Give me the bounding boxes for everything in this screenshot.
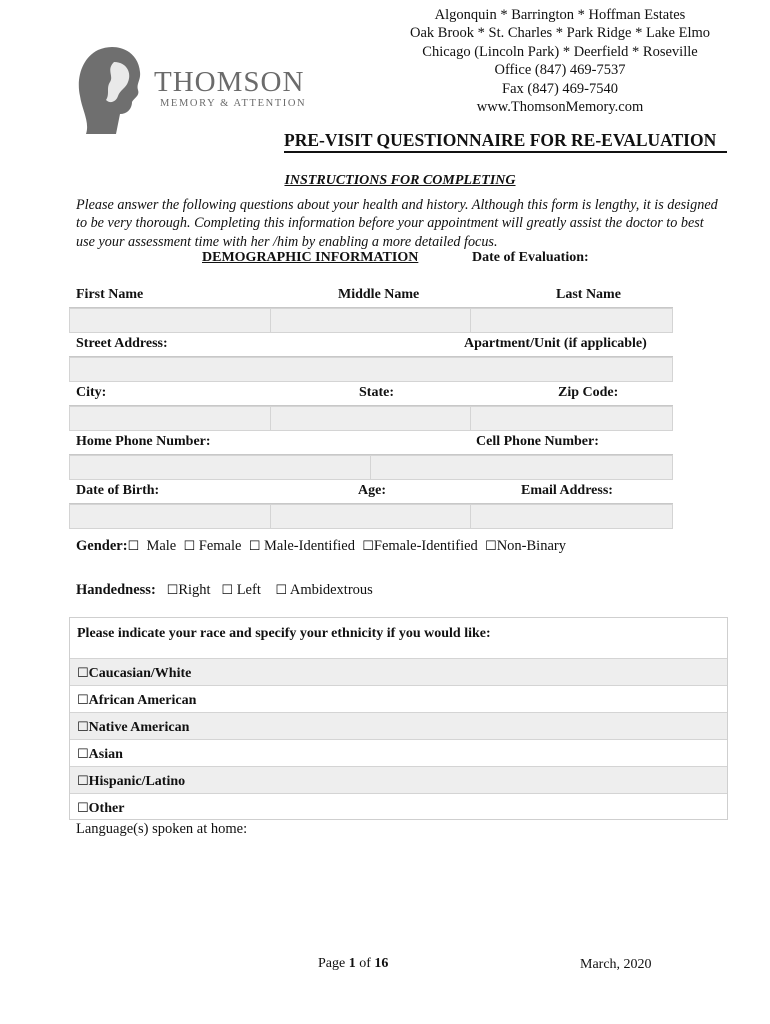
middle-name-label: Middle Name <box>338 287 420 302</box>
footer-date: March, 2020 <box>580 957 652 972</box>
race-option-row[interactable] <box>70 793 727 820</box>
checkbox-icon[interactable]: ☐ <box>127 539 140 554</box>
checkbox-icon[interactable]: ☐ <box>77 720 89 735</box>
instructions-heading: INSTRUCTIONS FOR COMPLETING <box>284 173 516 188</box>
input-row <box>69 406 673 431</box>
checkbox-icon[interactable]: ☐ <box>77 693 89 708</box>
race-option-label: Caucasian/White <box>88 666 192 681</box>
handedness-section <box>76 582 373 599</box>
gender-section <box>76 538 566 555</box>
race-option-label: Native American <box>88 720 190 735</box>
label-row <box>69 431 673 455</box>
label-row <box>69 333 673 357</box>
checkbox-icon[interactable]: ☐ <box>248 539 261 554</box>
page-word: Page <box>318 956 346 971</box>
handedness-label: Handedness: <box>76 582 156 598</box>
race-option-row[interactable] <box>70 739 727 766</box>
first-name-label: First Name <box>76 287 144 302</box>
handedness-option-right: Right <box>178 582 211 598</box>
last-name-field[interactable] <box>471 309 672 332</box>
checkbox-icon[interactable]: ☐ <box>77 666 89 681</box>
gender-option-non-binary: Non-Binary <box>496 538 566 554</box>
home-phone-field[interactable] <box>70 456 371 479</box>
race-option-row[interactable] <box>70 712 727 739</box>
input-row <box>69 455 673 480</box>
street-address-label: Street Address: <box>76 336 168 351</box>
middle-name-field[interactable] <box>271 309 472 332</box>
race-option-label: Hispanic/Latino <box>88 774 186 789</box>
checkbox-icon[interactable]: ☐ <box>183 539 196 554</box>
page-total: 16 <box>374 956 389 971</box>
fax-number: Fax (847) 469-7540 <box>502 80 618 97</box>
date-of-evaluation-label: Date of Evaluation: <box>472 250 589 265</box>
last-name-label: Last Name <box>556 287 621 302</box>
home-phone-label: Home Phone Number: <box>76 434 211 449</box>
address-line: Chicago (Lincoln Park) * Deerfield * Roseville <box>422 43 698 60</box>
demographic-form-table <box>69 284 673 529</box>
age-field[interactable] <box>271 505 472 528</box>
gender-option-male-identified: Male-Identified <box>264 538 355 554</box>
title-divider <box>284 151 727 153</box>
label-row <box>69 382 673 406</box>
page-current: 1 <box>348 956 356 971</box>
page-of-word: of <box>359 956 371 971</box>
city-label: City: <box>76 385 107 400</box>
age-label: Age: <box>358 483 386 498</box>
race-ethnicity-table <box>69 617 728 820</box>
gender-option-female-identified: Female-Identified <box>373 538 478 554</box>
cell-phone-field[interactable] <box>371 456 672 479</box>
checkbox-icon[interactable]: ☐ <box>221 583 234 598</box>
checkbox-icon[interactable]: ☐ <box>77 774 89 789</box>
website-link[interactable]: www.ThomsonMemory.com <box>476 99 644 116</box>
race-option-row[interactable] <box>70 685 727 712</box>
demographic-heading: DEMOGRAPHIC INFORMATION <box>202 250 419 265</box>
checkbox-icon[interactable]: ☐ <box>77 801 89 816</box>
thomson-logo <box>76 44 316 134</box>
office-phone: Office (847) 469-7537 <box>494 62 626 79</box>
state-field[interactable] <box>271 407 472 430</box>
handedness-option-ambidextrous: Ambidextrous <box>289 582 373 598</box>
logo-name: THOMSON <box>154 66 305 98</box>
head-silhouette-icon <box>76 44 148 134</box>
checkbox-icon[interactable]: ☐ <box>485 539 497 554</box>
page-number <box>318 956 388 972</box>
date-of-birth-label: Date of Birth: <box>76 483 160 498</box>
instructions-text: Please answer the following questions about your health and history. Although this form is lengthy, it is designed to be very thorough. Completing this information before your appointment will greatly assist the doctor to best use your assessment time with her /him by enabling a more detailed focus. <box>76 197 718 250</box>
checkbox-icon[interactable]: ☐ <box>275 583 288 598</box>
logo-tagline: MEMORY & ATTENTION <box>160 98 307 109</box>
zip-code-label: Zip Code: <box>558 385 619 400</box>
address-line: Algonquin * Barrington * Hoffman Estates <box>434 7 686 23</box>
language-label: Language(s) spoken at home: <box>76 821 248 837</box>
checkbox-icon[interactable]: ☐ <box>77 747 89 762</box>
address-line: Oak Brook * St. Charles * Park Ridge * Lake Elmo <box>409 25 711 42</box>
first-name-field[interactable] <box>70 309 271 332</box>
cell-phone-label: Cell Phone Number: <box>476 434 599 449</box>
gender-option-male: Male <box>146 538 177 554</box>
checkbox-icon[interactable]: ☐ <box>166 583 179 598</box>
race-option-label: African American <box>88 693 197 708</box>
input-row <box>69 308 673 333</box>
state-label: State: <box>359 385 394 400</box>
city-field[interactable] <box>70 407 271 430</box>
gender-option-female: Female <box>198 538 242 554</box>
apartment-label: Apartment/Unit (if applicable) <box>464 336 647 351</box>
race-option-row[interactable] <box>70 766 727 793</box>
email-address-field[interactable] <box>471 505 672 528</box>
clinic-address-block <box>390 6 730 116</box>
zip-code-field[interactable] <box>471 407 672 430</box>
email-address-label: Email Address: <box>521 483 613 498</box>
street-address-field[interactable] <box>70 358 672 381</box>
race-option-label: Other <box>88 801 125 816</box>
race-heading: Please indicate your race and specify your ethnicity if you would like: <box>77 626 491 641</box>
race-option-row[interactable] <box>70 658 727 685</box>
input-row <box>69 504 673 529</box>
page-title: PRE-VISIT QUESTIONNAIRE FOR RE-EVALUATION <box>284 130 717 150</box>
handedness-option-left: Left <box>236 582 261 598</box>
date-of-birth-field[interactable] <box>70 505 271 528</box>
input-row <box>69 357 673 382</box>
checkbox-icon[interactable]: ☐ <box>362 539 374 554</box>
gender-label: Gender: <box>76 538 128 554</box>
label-row <box>69 480 673 504</box>
race-option-label: Asian <box>88 747 123 762</box>
label-row <box>69 284 673 308</box>
